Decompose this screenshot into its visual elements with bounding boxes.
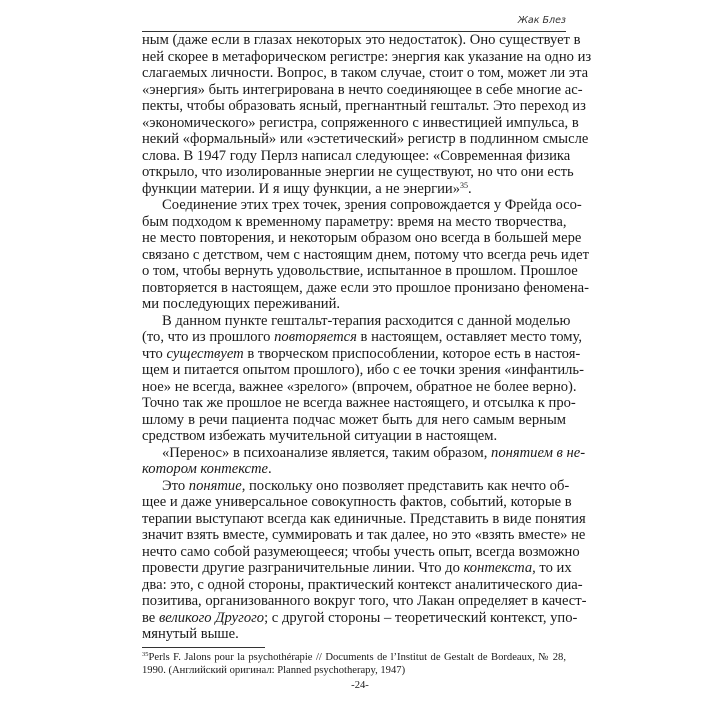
page-number: -24- [351, 680, 369, 691]
text-span: , то их [532, 560, 572, 576]
text-span: что [142, 345, 167, 362]
italic-text: понятием в не- [491, 444, 586, 461]
text-span: два: это, с одной стороны, практический контекст аналитического диа- [142, 576, 583, 593]
italic-text: понятие [188, 477, 242, 494]
italic-text: великого Другого [158, 609, 265, 626]
text-span: Perls F. Jalons pour la psychothérapie // Documents de l’Institut de Gestalt de Bordeaux, № 28, [148, 652, 566, 663]
text-span: провести другие разграничительные линии. Что до [142, 560, 464, 576]
text-line [142, 81, 583, 99]
text-span: в творческом приспособлении, которое есть в настоя- [243, 345, 581, 362]
text-span: ным (даже если в глазах некоторых это недостаток). Оно существует в [142, 32, 581, 48]
text-span: ное» не всегда, важнее «зрелого» (впрочем, обратное не более верно). [142, 378, 577, 395]
header-author: Жак Блез [517, 15, 566, 26]
text-line [142, 279, 590, 297]
italic-text: повторяется [274, 329, 357, 345]
text-span: щее и даже универсальное совокупность фактов, событий, которые в [142, 494, 572, 510]
text-line [142, 164, 574, 181]
text-span: , поскольку оно позволяет представить как нечто об- [241, 477, 570, 494]
text-line [142, 65, 589, 82]
text-line [142, 263, 578, 280]
text-span: средством избежать мучительной ситуации в настоящем. [142, 428, 498, 444]
text-span: щем и питается опытом прошлого), ибо с ее точки зрения «инфантиль- [142, 362, 584, 378]
text-span: ве [142, 609, 159, 626]
text-span: Соединение этих трех точек, зрения сопровождается у Фрейда осо- [162, 197, 582, 213]
text-line [142, 477, 570, 495]
text-span: связано с детством, чем с настоящим днем, потому что всегда речь идет [142, 246, 590, 263]
text-line [142, 131, 589, 148]
text-span: в настоящем, оставляет место тому, [356, 329, 582, 345]
text-line [142, 98, 586, 115]
text-span: функции материи. И я ищу функции, а не энергии» [142, 180, 461, 197]
footnote-ref: 35 [460, 180, 469, 190]
paragraph [142, 312, 584, 445]
footnote-divider [142, 647, 265, 648]
text-line [142, 527, 586, 544]
text-line [142, 230, 582, 247]
text-span: мянутый выше. [142, 626, 239, 642]
text-line [142, 147, 571, 165]
text-line [142, 32, 581, 49]
text-line [142, 197, 582, 214]
text-span: слагаемых личности. Вопрос, в таком случае, стоит о том, может ли эта [142, 65, 589, 81]
running-header [142, 14, 566, 32]
text-line [142, 543, 580, 561]
text-line [142, 560, 572, 577]
text-line [142, 246, 590, 264]
text-line [142, 312, 571, 330]
paragraph [142, 197, 590, 313]
text-span: «энергия» быть интегрирована в нечто соединяющее в себе многие ас- [142, 81, 583, 98]
text-span: значит взять вместе, суммировать и так далее, но это «взять вместе» не [142, 527, 586, 543]
text-span: нечто само собой разумеющееся; чтобы учесть опыт, всегда возможно [142, 543, 580, 560]
body-text [142, 32, 592, 643]
text-line [142, 296, 566, 313]
text-line [142, 329, 582, 346]
text-span: . [468, 180, 472, 197]
italic-text: существует [166, 345, 244, 362]
text-span: не место повторения, и некоторым образом оно всегда в большей мере [142, 230, 582, 246]
text-span: В данном пункте гештальт-терапия расходится с данной моделью [162, 312, 571, 329]
text-span: терапии выступают всегда как единичные. Представить в виде понятия [142, 510, 586, 527]
text-span: повторяется в настоящем, даже если это прошлое пронизано феномена- [142, 279, 590, 296]
text-line [142, 626, 566, 643]
text-line [142, 461, 566, 478]
footnote [142, 651, 566, 677]
text-line [142, 214, 566, 231]
text-span: Точно так же прошлое не всегда важнее настоящего, и отсылка к про- [142, 395, 576, 411]
text-span: ней скорее в метафорическом регистре: энергия как указание на одно из [142, 48, 592, 65]
text-line [142, 444, 586, 462]
text-span: пекты, чтобы образовать ясный, прегнантный гештальт. Это переход из [142, 98, 586, 114]
text-line [142, 510, 586, 528]
text-line [142, 378, 577, 396]
text-span: слова. В 1947 году Перлз написал следующее: «Современная физика [142, 147, 571, 164]
text-line [142, 412, 566, 429]
text-span: о том, чтобы вернуть удовольствие, испытанное в прошлом. Прошлое [142, 263, 578, 279]
text-span: открыло, что изолированные энергии не существуют, но что они есть [142, 164, 574, 180]
text-line [142, 345, 581, 363]
text-span: «Перенос» в психоанализе является, таким образом, [162, 444, 492, 461]
text-span: ми последующих переживаний. [142, 296, 341, 312]
text-line [142, 362, 584, 379]
text-line [142, 428, 566, 445]
text-span: «экономического» регистра, сопряженного с инвестицией импульса, в [142, 114, 579, 131]
footnote-ref: 35 [142, 651, 149, 658]
text-span: Это [162, 477, 189, 494]
text-line [142, 593, 587, 610]
italic-text: контекста [463, 560, 533, 576]
text-line [142, 651, 566, 664]
text-span: . [268, 461, 272, 477]
text-span: бым подходом к временному параметру: время на место творчества, [142, 213, 567, 230]
text-span: 1990. (Английский оригинал: Planned psychotherapy, 1947) [142, 665, 406, 676]
italic-text: котором контексте [142, 461, 268, 477]
paragraph [142, 32, 592, 197]
text-line [142, 494, 572, 511]
text-span: шлому в речи пациента подчас может быть для него самым верным [142, 411, 566, 428]
text-line [142, 576, 583, 594]
text-line [142, 48, 592, 66]
paragraph [142, 477, 587, 643]
text-line [142, 181, 566, 198]
text-line [142, 609, 578, 627]
text-span: ; с другой стороны – теоретический контекст, упо- [264, 609, 578, 626]
text-line [142, 395, 576, 412]
text-span: (то, что из прошлого [142, 329, 275, 345]
text-span: позитива, организованного вокруг того, что Лакан определяет в качест- [142, 593, 587, 609]
text-line [142, 664, 566, 677]
paragraph [142, 444, 586, 478]
text-line [142, 114, 579, 132]
text-span: некий «формальный» или «эстетический» регистр в подлинном смысле [142, 131, 589, 147]
